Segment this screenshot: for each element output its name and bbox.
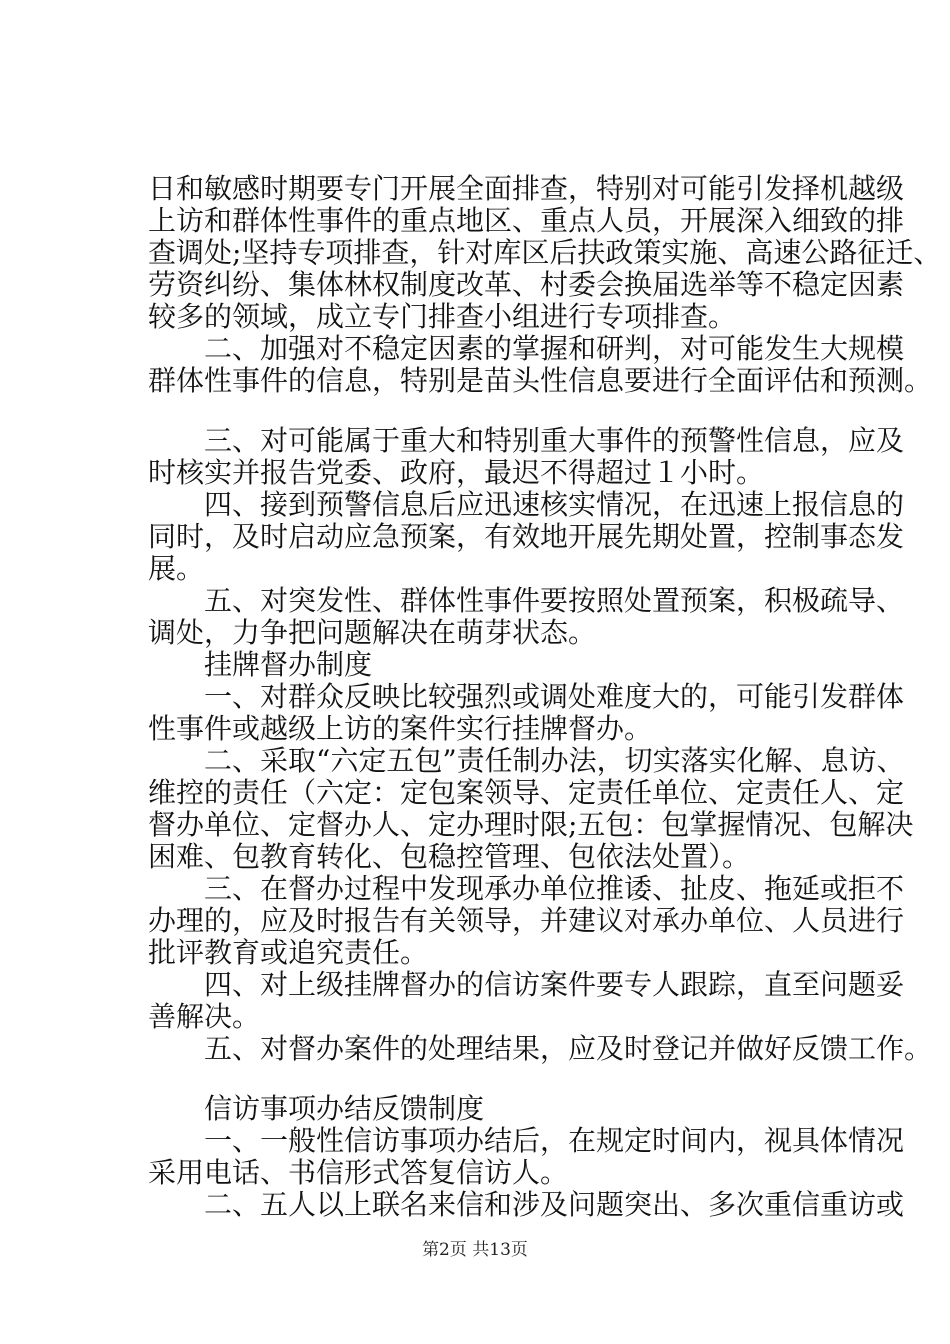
- page-footer: 第2页 共13页: [422, 1240, 528, 1260]
- text-line: 四、接到预警信息后应迅速核实情况，在迅速上报信息的: [148, 488, 905, 521]
- text-line: 采用电话、书信形式答复信访人。: [148, 1156, 569, 1189]
- text-line: 困难、包教育转化、包稳控管理、包依法处置）。: [148, 840, 751, 873]
- text-line: 善解决。: [148, 1000, 261, 1033]
- text-line: 性事件或越级上访的案件实行挂牌督办。: [148, 712, 653, 745]
- text-line: 一、一般性信访事项办结后，在规定时间内，视具体情况: [148, 1124, 905, 1157]
- text-line: 调处，力争把问题解决在萌芽状态。: [148, 616, 597, 649]
- text-line: 二、加强对不稳定因素的掌握和研判，对可能发生大规模: [148, 332, 905, 365]
- text-line: 督办单位、定督办人、定办理时限;五包：包掌握情况、包解决: [148, 808, 914, 841]
- text-line: 劳资纠纷、集体林权制度改革、村委会换届选举等不稳定因素: [148, 268, 905, 301]
- text-line: 较多的领域，成立专门排查小组进行专项排查。: [148, 300, 737, 333]
- text-line: 五、对突发性、群体性事件要按照处置预案，积极疏导、: [148, 584, 905, 617]
- text-line: 展。: [148, 552, 205, 585]
- text-line: 日和敏感时期要专门开展全面排查，特别对可能引发择机越级: [148, 172, 905, 205]
- text-line: 二、采取“六定五包”责任制办法，切实落实化解、息访、: [148, 744, 905, 777]
- text-line: 四、对上级挂牌督办的信访案件要专人跟踪，直至问题妥: [148, 968, 905, 1001]
- text-line: 群体性事件的信息，特别是苗头性信息要进行全面评估和预测。: [148, 364, 933, 397]
- section-heading: 挂牌督办制度: [148, 648, 373, 681]
- text-line: 上访和群体性事件的重点地区、重点人员，开展深入细致的排: [148, 204, 905, 237]
- text-line: 一、对群众反映比较强烈或调处难度大的，可能引发群体: [148, 680, 905, 713]
- text-line: 三、在督办过程中发现承办单位推诿、扯皮、拖延或拒不: [148, 872, 905, 905]
- text-line: 维控的责任（六定：定包案领导、定责任单位、定责任人、定: [148, 776, 905, 809]
- text-line: 时核实并报告党委、政府，最迟不得超过１小时。: [148, 456, 765, 489]
- text-line: 批评教育或追究责任。: [148, 936, 429, 969]
- text-line: 办理的，应及时报告有关领导，并建议对承办单位、人员进行: [148, 904, 905, 937]
- text-line: 查调处;坚持专项排查，针对库区后扶政策实施、高速公路征迁、: [148, 236, 942, 269]
- text-line: 三、对可能属于重大和特别重大事件的预警性信息，应及: [148, 424, 905, 457]
- text-line: 二、五人以上联名来信和涉及问题突出、多次重信重访或: [148, 1188, 905, 1221]
- text-line: 五、对督办案件的处理结果，应及时登记并做好反馈工作。: [148, 1032, 933, 1065]
- text-line: 同时，及时启动应急预案，有效地开展先期处置，控制事态发: [148, 520, 905, 553]
- section-heading: 信访事项办结反馈制度: [148, 1092, 485, 1125]
